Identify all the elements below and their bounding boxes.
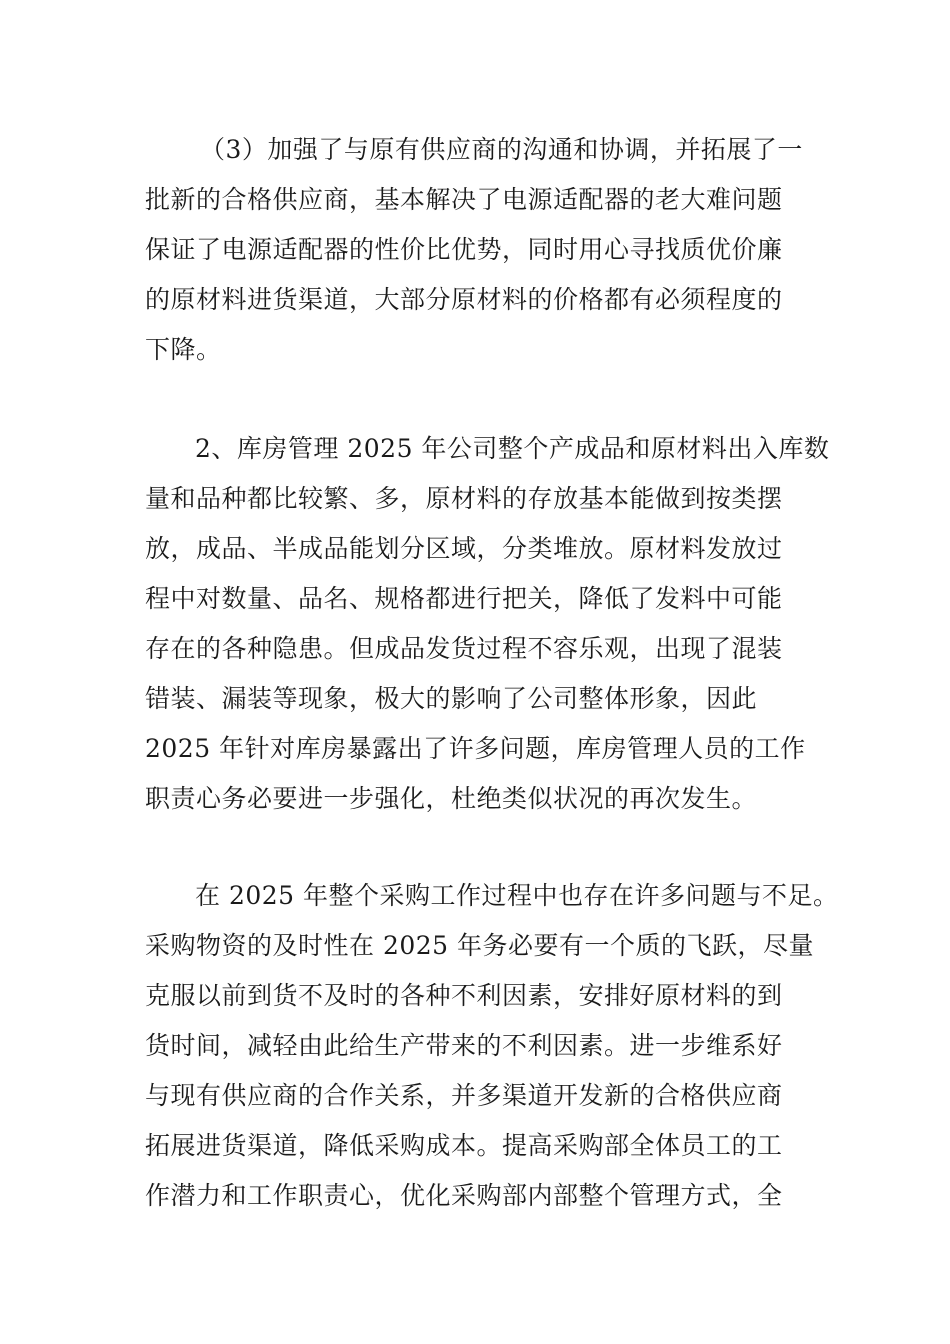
paragraph-3-line-6: 拓展进货渠道，降低采购成本。提高采购部全体员工的工 <box>145 1131 783 1160</box>
paragraph-3-line-5: 与现有供应商的合作关系，并多渠道开发新的合格供应商 <box>145 1081 783 1110</box>
paragraph-2-line-6: 错装、漏装等现象，极大的影响了公司整体形象，因此 <box>145 684 758 713</box>
paragraph-3-line-2: 采购物资的及时性在 2025 年务必要有一个质的飞跃，尽量 <box>145 931 815 960</box>
paragraph-1-line-4: 的原材料进货渠道，大部分原材料的价格都有必须程度的 <box>145 285 783 314</box>
paragraph-2-line-8: 职责心务必要进一步强化，杜绝类似状况的再次发生。 <box>145 784 758 813</box>
paragraph-1-line-2: 批新的合格供应商，基本解决了电源适配器的老大难问题 <box>145 185 783 214</box>
paragraph-2-line-4: 程中对数量、品名、规格都进行把关，降低了发料中可能 <box>145 584 783 613</box>
paragraph-3-line-1: 在 2025 年整个采购工作过程中也存在许多问题与不足。 <box>195 881 839 910</box>
paragraph-1-line-1: （3）加强了与原有供应商的沟通和协调，并拓展了一 <box>200 135 803 164</box>
paragraph-3-line-4: 货时间，减轻由此给生产带来的不利因素。进一步维系好 <box>145 1031 783 1060</box>
paragraph-2-line-7: 2025 年针对库房暴露出了许多问题，库房管理人员的工作 <box>145 734 806 763</box>
paragraph-2-line-3: 放，成品、半成品能划分区域，分类堆放。原材料发放过 <box>145 534 783 563</box>
paragraph-3-line-7: 作潜力和工作职责心，优化采购部内部整个管理方式，全 <box>145 1181 783 1210</box>
paragraph-2-line-5: 存在的各种隐患。但成品发货过程不容乐观，出现了混装 <box>145 634 783 663</box>
paragraph-1-line-5: 下降。 <box>145 335 222 364</box>
paragraph-2-line-1: 2、库房管理 2025 年公司整个产成品和原材料出入库数 <box>195 434 830 463</box>
paragraph-3-line-3: 克服以前到货不及时的各种不利因素，安排好原材料的到 <box>145 981 783 1010</box>
paragraph-2-line-2: 量和品种都比较繁、多，原材料的存放基本能做到按类摆 <box>145 484 783 513</box>
paragraph-1-line-3: 保证了电源适配器的性价比优势，同时用心寻找质优价廉 <box>145 235 783 264</box>
